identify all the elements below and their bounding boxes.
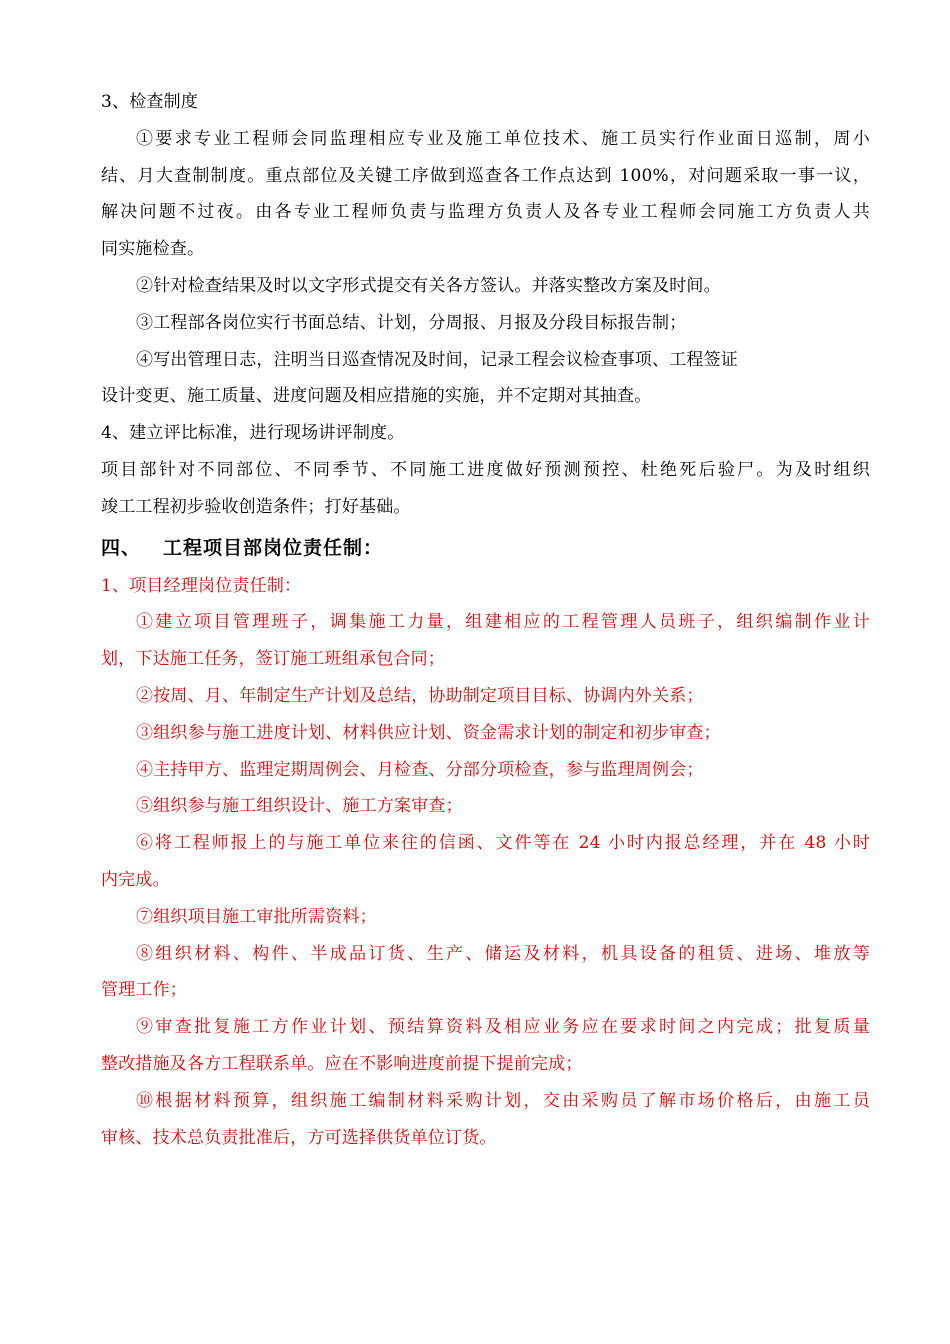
section-3-paragraph-1-line-1: ①要求专业工程师会同监理相应专业及施工单位技术、施工员实行作业面日巡制，周小 [136,128,870,149]
pm-item-7: ⑦组织项目施工审批所需资料； [136,906,377,927]
chapter-heading-number: 四、 [101,536,142,559]
section-3-title: 3、检查制度 [101,92,199,112]
section-3-paragraph-4-line-1: ④写出管理日志，注明当日巡查情况及时间，记录工程会议检查事项、工程签证 [136,349,738,370]
pm-item-6-line-2: 内完成。 [101,869,170,890]
section-3-paragraph-2: ②针对检查结果及时以文字形式提交有关各方签认。并落实整改方案及时间。 [136,275,721,296]
pm-item-9-line-2: 整改措施及各方工程联系单。应在不影响进度前提下提前完成； [101,1053,583,1074]
pm-item-9-line-1: ⑨审查批复施工方作业计划、预结算资料及相应业务应在要求时间之内完成；批复质量 [136,1017,870,1038]
section-4-paragraph-line-2: 竣工工程初步验收创造条件；打好基础。 [101,496,411,517]
pm-item-5: ⑤组织参与施工组织设计、施工方案审查； [136,796,463,817]
section-4-title: 4、建立评比标准，进行现场讲评制度。 [101,423,405,444]
pm-item-10-line-2: 审核、技术总负责批准后，方可选择供货单位订货。 [101,1127,497,1148]
pm-item-10-line-1: ⑩根据材料预算，组织施工编制材料采购计划，交由采购员了解市场价格后，由施工员 [136,1090,870,1111]
chapter-heading-title: 工程项目部岗位责任制： [163,536,384,559]
pm-item-8-line-2: 管理工作； [101,980,187,1001]
chapter-heading [101,528,870,568]
pm-responsibility-title: 1、项目经理岗位责任制： [101,575,302,596]
pm-item-6-line-1: ⑥将工程师报上的与施工单位来往的信函、文件等在 24 小时内报总经理，并在 48 小时 [136,833,870,854]
section-3-paragraph-4-line-2: 设计变更、施工质量、进度问题及相应措施的实施，并不定期对其抽查。 [101,386,652,407]
pm-item-4: ④主持甲方、监理定期周例会、月检查、分部分项检查，参与监理周例会； [136,759,704,780]
section-3-paragraph-1-line-2: 结、月大查制制度。重点部位及关键工序做到巡查各工作点达到 100%，对问题采取一事一议， [101,165,870,186]
section-3-paragraph-1-line-3: 解决问题不过夜。由各专业工程师负责与监理方负责人及各专业工程师会同施工方负责人共 [101,202,870,223]
pm-item-2: ②按周、月、年制定生产计划及总结，协助制定项目目标、协调内外关系； [136,685,704,706]
pm-item-1-line-2: 划，下达施工任务，签订施工班组承包合同； [101,649,445,670]
pm-item-3: ③组织参与施工进度计划、材料供应计划、资金需求计划的制定和初步审查； [136,722,721,743]
pm-item-8-line-1: ⑧组织材料、构件、半成品订货、生产、储运及材料，机具设备的租赁、进场、堆放等 [136,943,870,964]
section-3-paragraph-3: ③工程部各岗位实行书面总结、计划，分周报、月报及分段目标报告制； [136,312,687,333]
section-3-paragraph-1-line-4: 同实施检查。 [101,239,205,260]
section-4-paragraph-line-1: 项目部针对不同部位、不同季节、不同施工进度做好预测预控、杜绝死后验尸。为及时组织 [101,459,870,480]
pm-item-1-line-1: ①建立项目管理班子，调集施工力量，组建相应的工程管理人员班子，组织编制作业计 [136,612,870,633]
